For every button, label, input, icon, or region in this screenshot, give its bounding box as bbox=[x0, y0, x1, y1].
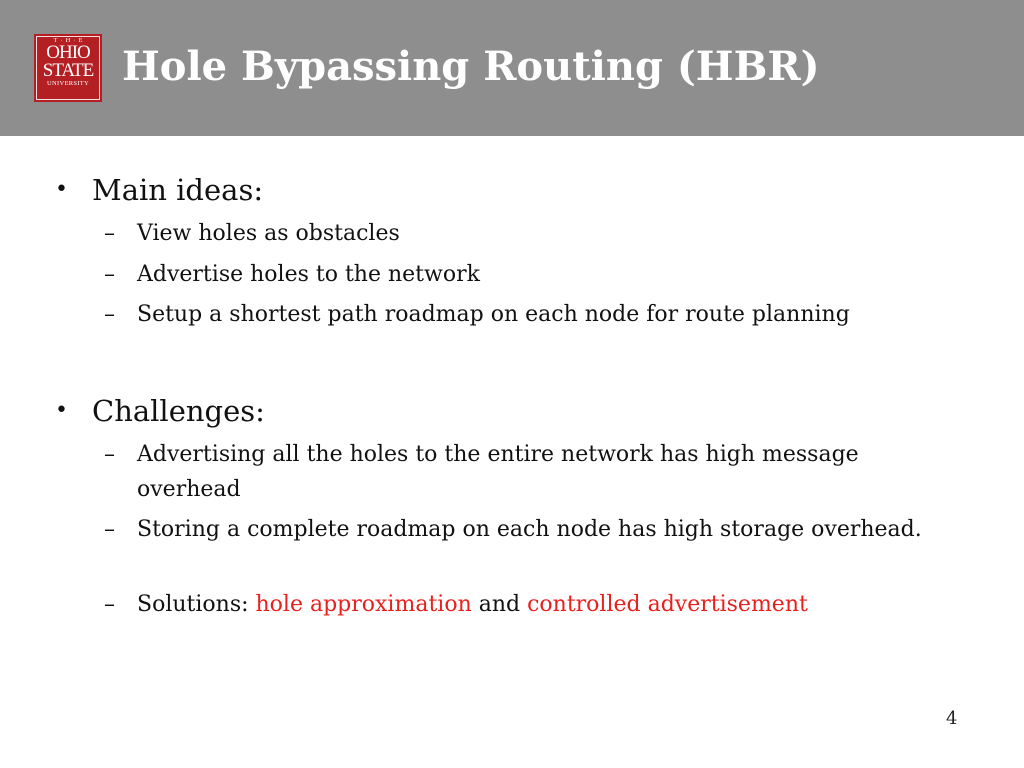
sub-item bbox=[104, 257, 964, 292]
dash-symbol: – bbox=[104, 262, 115, 287]
bullet-dot: • bbox=[55, 398, 68, 423]
slide-title: Hole Bypassing Routing (HBR) bbox=[122, 43, 820, 90]
sub-item-text: Advertise holes to the network bbox=[137, 262, 480, 287]
sub-item bbox=[104, 216, 964, 251]
sub-item-text: Setup a shortest path roadmap on each node for route planning bbox=[137, 302, 850, 327]
dash-symbol: – bbox=[104, 302, 115, 327]
sub-item bbox=[104, 437, 964, 507]
highlight-hole-approximation: hole approximation bbox=[255, 592, 472, 617]
dash-symbol: – bbox=[104, 221, 115, 246]
solutions-conjunction: and bbox=[471, 592, 528, 617]
bullet-label: Main ideas: bbox=[92, 173, 264, 207]
sub-item-text: View holes as obstacles bbox=[137, 221, 400, 246]
bullet-dot: • bbox=[55, 177, 68, 202]
sub-item bbox=[104, 297, 964, 332]
sub-item-text: Advertising all the holes to the entire network has high message overhead bbox=[137, 442, 859, 502]
solutions-text bbox=[137, 587, 964, 622]
sub-item-solutions bbox=[104, 587, 964, 622]
solutions-prefix: Solutions: bbox=[137, 592, 256, 617]
dash-symbol: – bbox=[104, 517, 115, 542]
dash-symbol: – bbox=[104, 592, 115, 617]
sub-item bbox=[104, 512, 964, 547]
sub-item-text: Storing a complete roadmap on each node has high storage overhead. bbox=[137, 517, 922, 542]
logo-line-university: UNIVERSITY bbox=[47, 80, 89, 87]
bullet-label: Challenges: bbox=[92, 394, 265, 428]
dash-symbol: – bbox=[104, 442, 115, 467]
logo-line-ohio: OHIO bbox=[46, 42, 90, 63]
page-number: 4 bbox=[946, 708, 958, 729]
logo-line-the: T·H·E bbox=[53, 37, 86, 44]
highlight-controlled-advertisement: controlled advertisement bbox=[527, 592, 808, 617]
logo-line-state: STATE bbox=[42, 60, 94, 81]
